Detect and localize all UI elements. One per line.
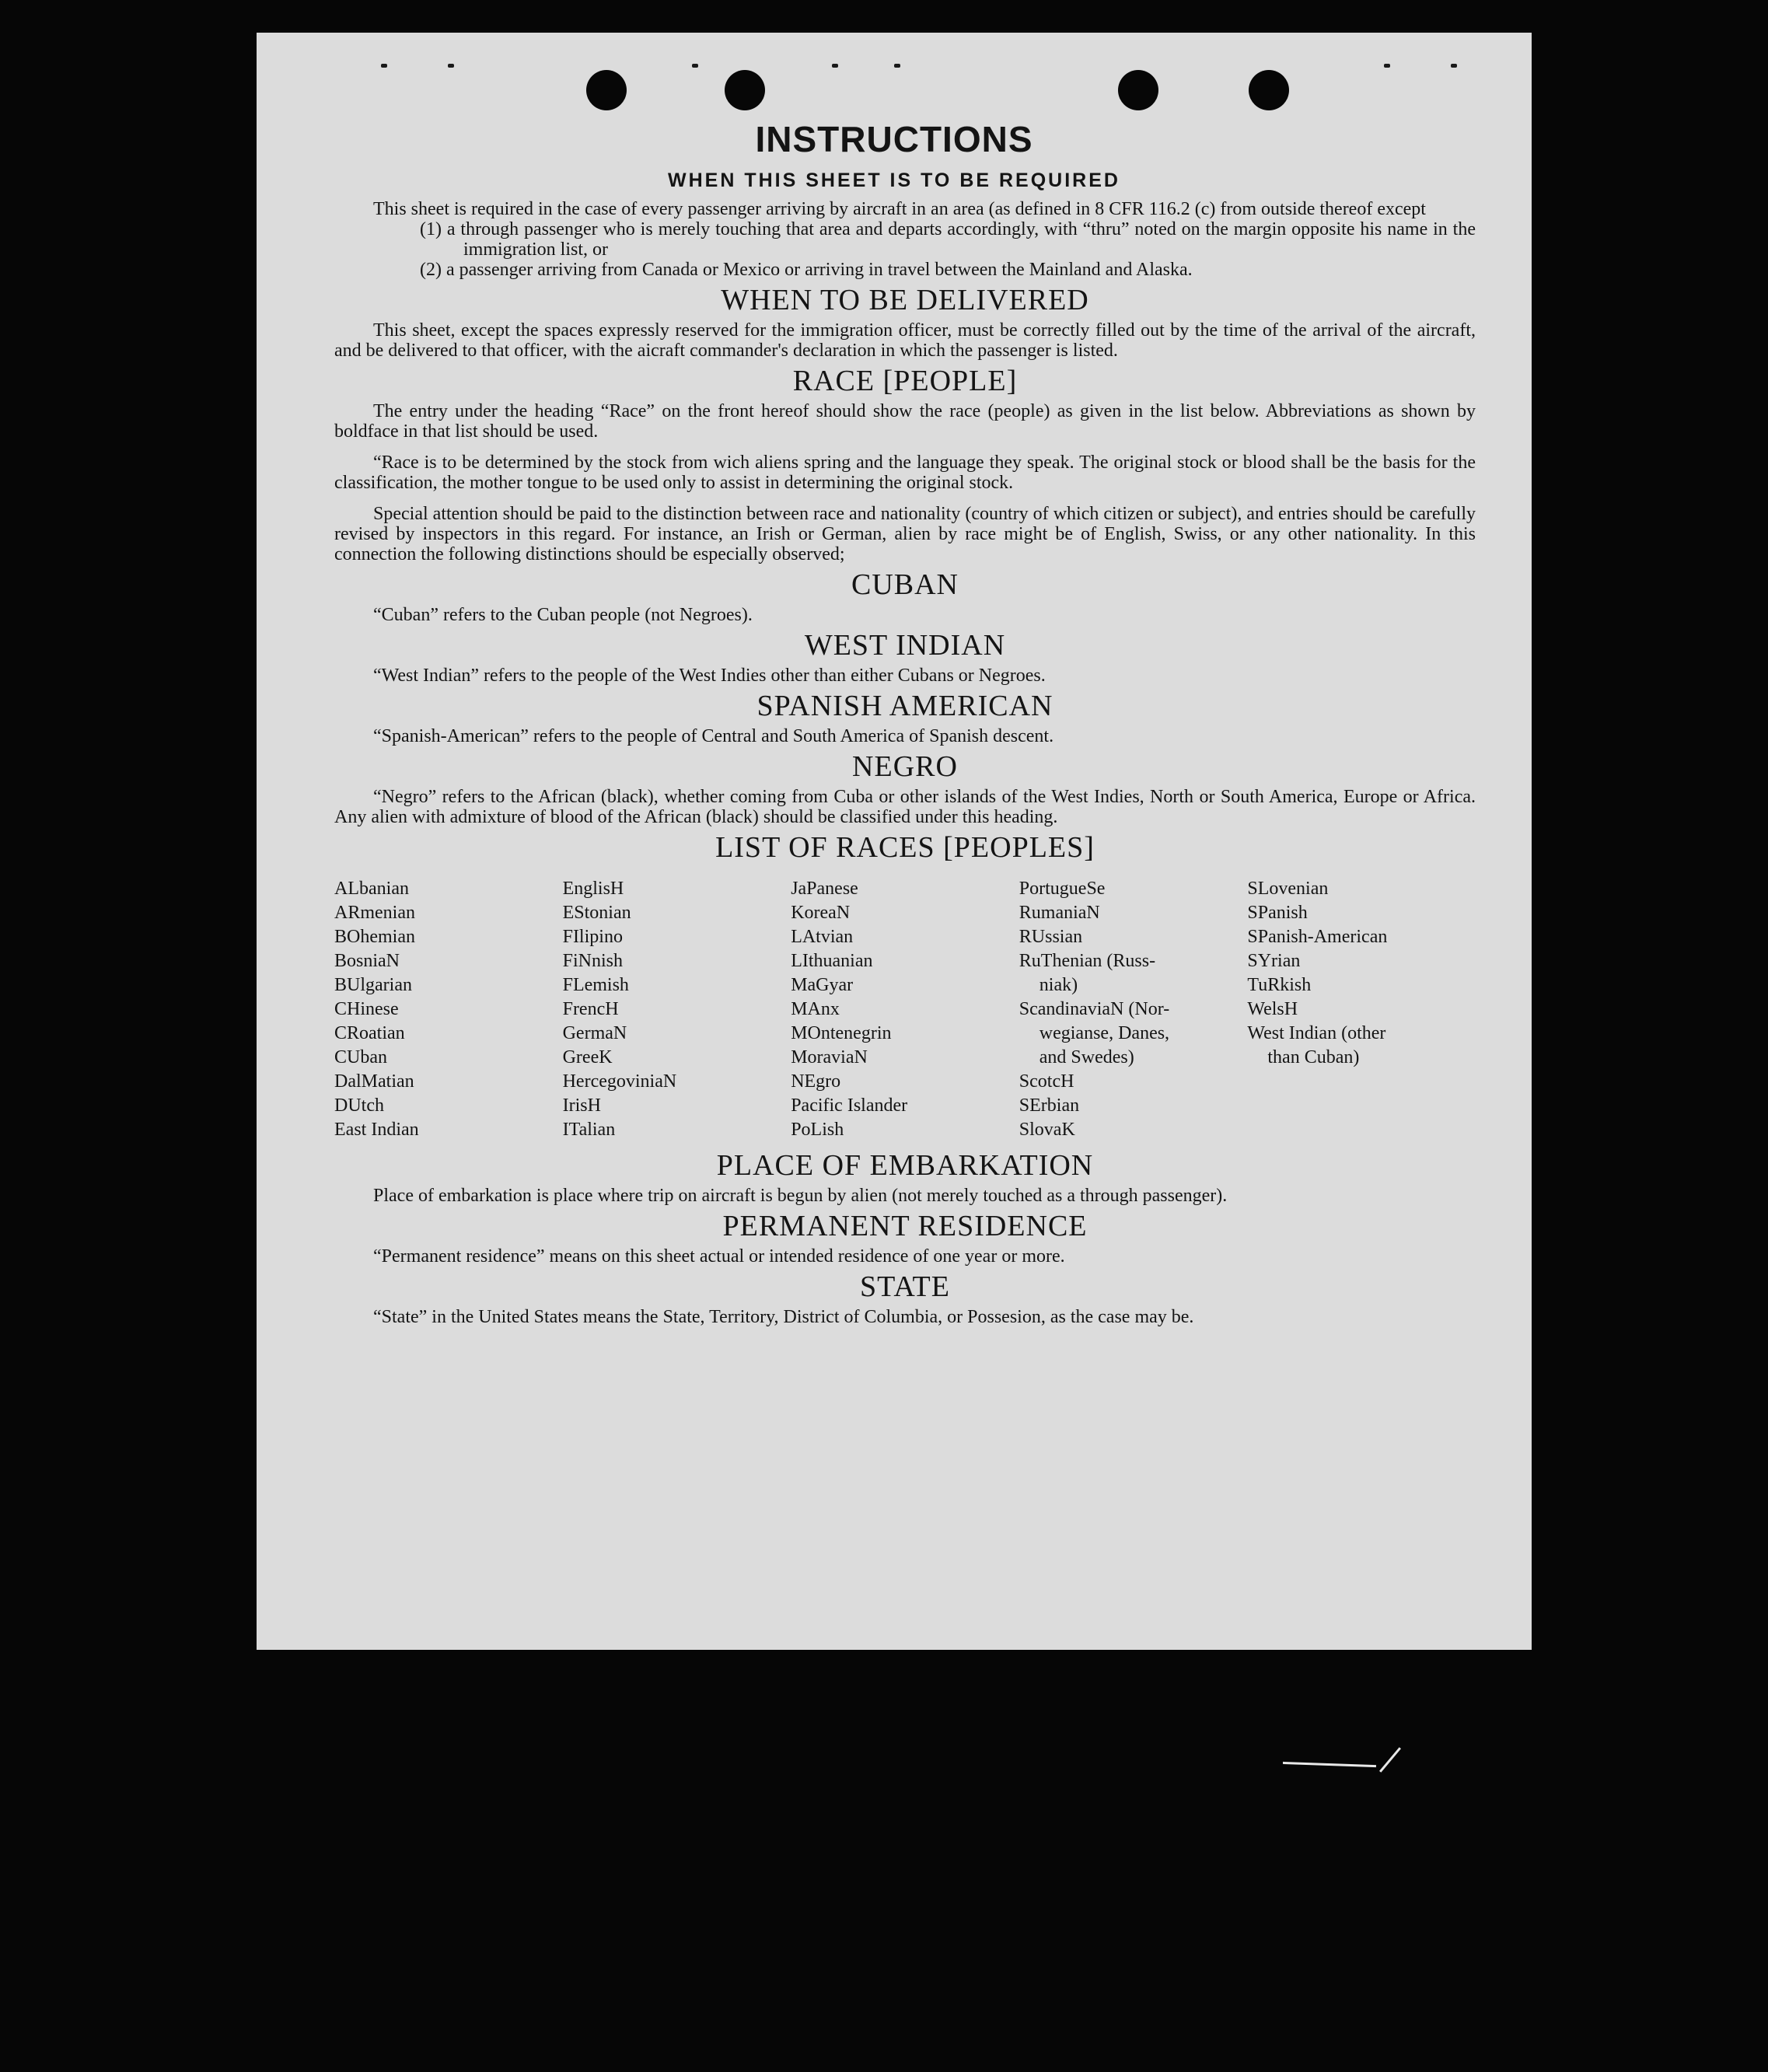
race-entry: SPanish-American <box>1247 927 1388 947</box>
race-entry: Pacific Islander <box>791 1095 908 1116</box>
punch-hole <box>586 70 627 110</box>
race-entry: ScandinaviaN (Nor- <box>1019 999 1170 1019</box>
race-entry: NEgro <box>791 1071 841 1092</box>
speck <box>692 64 698 68</box>
race-entry: ALbanian <box>334 879 409 899</box>
race-entry: SErbian <box>1019 1095 1080 1116</box>
race-entry: FIlipino <box>562 927 623 947</box>
race-entry: SYrian <box>1247 951 1301 971</box>
race-entry: EnglisH <box>562 879 624 899</box>
race-entry: ITalian <box>562 1120 616 1140</box>
race-entry: DalMatian <box>334 1071 414 1092</box>
cuban-paragraph: “Cuban” refers to the Cuban people (not Negroes). <box>373 605 753 625</box>
race-entry: TuRkish <box>1247 975 1312 995</box>
race-entry: MAnx <box>791 999 840 1019</box>
race-entry: SPanish <box>1247 903 1308 923</box>
punch-hole <box>725 70 765 110</box>
race-entry: KoreaN <box>791 903 851 923</box>
race-paragraph: Special attention should be paid to the distinction between race and nationality (country of which citizen or subject), and entries should be carefully revised by inspectors in this regard. For instance, an Irish or German, alien by race might be of English, Swiss, or any other nationality. In this connection the following distinctions should be especially observed; <box>334 504 1476 564</box>
residence-paragraph: “Permanent residence” means on this sheet actual or intended residence of one year or more. <box>373 1246 1065 1267</box>
section-heading-embarkation: PLACE OF EMBARKATION <box>716 1149 1094 1182</box>
race-column <box>563 877 791 1142</box>
race-entry: FiNnish <box>562 951 623 971</box>
race-entry: FrencH <box>562 999 619 1019</box>
exception-item: (1) a through passenger who is merely touching that area and departs accordingly, with “thru” noted on the margin opposite his name in the immigration list, or <box>420 219 1476 260</box>
race-entry: MoraviaN <box>791 1047 868 1067</box>
race-column <box>791 877 1019 1142</box>
race-entry: CRoatian <box>334 1023 405 1043</box>
race-entry: RuThenian (Russ- <box>1019 951 1156 971</box>
race-entry: PortugueSe <box>1019 879 1106 899</box>
race-entry: GermaN <box>562 1023 627 1043</box>
race-entry: East Indian <box>334 1120 419 1140</box>
race-entry: RumaniaN <box>1019 903 1100 923</box>
delivered-paragraph: This sheet, except the spaces expressly reserved for the immigration officer, must be correctly filled out by the time of the arrival of the aircraft, and be delivered to that officer, with the aicraft commander's declaration in which the passenger is listed. <box>334 320 1476 361</box>
section-heading-cuban: CUBAN <box>851 568 959 601</box>
section-heading-negro: NEGRO <box>852 750 958 783</box>
race-column <box>334 877 563 1142</box>
section-heading-race: RACE [PEOPLE] <box>792 365 1018 397</box>
race-entry: BOhemian <box>334 927 415 947</box>
document-title: INSTRUCTIONS <box>755 119 1033 159</box>
race-entry: niak) <box>1039 975 1078 995</box>
race-list <box>334 877 1476 1142</box>
punch-hole <box>1249 70 1289 110</box>
instruction-sheet <box>257 33 1532 1650</box>
race-entry: GreeK <box>562 1047 613 1067</box>
race-entry: than Cuban) <box>1267 1047 1360 1067</box>
race-entry: West Indian (other <box>1247 1023 1386 1043</box>
west-indian-paragraph: “West Indian” refers to the people of the West Indies other than either Cubans or Negroes. <box>373 666 1046 686</box>
race-entry: SLovenian <box>1247 879 1329 899</box>
negro-paragraph: “Negro” refers to the African (black), whether coming from Cuba or other islands of the West Indies, North or South America, Europe or Africa. Any alien with admixture of blood of the African (black) should be classified under this heading. <box>334 787 1476 827</box>
document-subtitle: WHEN THIS SHEET IS TO BE REQUIRED <box>668 169 1120 191</box>
race-entry: IrisH <box>562 1095 601 1116</box>
race-paragraph: The entry under the heading “Race” on the front hereof should show the race (people) as given in the list below. Abbreviations as shown by boldface in that list should be used. <box>334 401 1476 442</box>
section-heading-state: STATE <box>860 1270 950 1303</box>
race-entry: MOntenegrin <box>791 1023 892 1043</box>
race-entry: CHinese <box>334 999 399 1019</box>
race-entry: DUtch <box>334 1095 384 1116</box>
race-entry: EStonian <box>562 903 631 923</box>
race-entry: and Swedes) <box>1039 1047 1134 1067</box>
speck <box>832 64 838 68</box>
exception-item: (2) a passenger arriving from Canada or Mexico or arriving in travel between the Mainland and Alaska. <box>420 260 1193 280</box>
race-entry: CUban <box>334 1047 387 1067</box>
embarkation-paragraph: Place of embarkation is place where trip on aircraft is begun by alien (not merely touched as a through passenger). <box>373 1186 1228 1206</box>
speck <box>381 64 387 68</box>
race-entry: RUssian <box>1019 927 1083 947</box>
race-entry: ScotcH <box>1019 1071 1074 1092</box>
document-body <box>334 199 1476 1327</box>
speck <box>448 64 454 68</box>
race-column <box>1247 877 1476 1142</box>
race-entry: FLemish <box>562 975 629 995</box>
section-heading-residence: PERMANENT RESIDENCE <box>722 1210 1088 1242</box>
section-heading-spanish-american: SPANISH AMERICAN <box>756 690 1053 722</box>
speck <box>1451 64 1457 68</box>
section-heading-delivered: WHEN TO BE DELIVERED <box>721 284 1089 316</box>
race-entry: HercegoviniaN <box>562 1071 677 1092</box>
race-entry: JaPanese <box>791 879 858 899</box>
race-column <box>1019 877 1248 1142</box>
race-entry: LAtvian <box>791 927 854 947</box>
race-paragraph: “Race is to be determined by the stock from wich aliens spring and the language they speak. The original stock or blood shall be the basis for the classification, the mother tongue to be used only to assist in determining the original stock. <box>334 452 1476 493</box>
race-entry: BUlgarian <box>334 975 412 995</box>
speck <box>894 64 900 68</box>
race-entry: BosniaN <box>334 951 400 971</box>
race-entry: PoLish <box>791 1120 844 1140</box>
speck <box>1384 64 1390 68</box>
spanish-american-paragraph: “Spanish-American” refers to the people of Central and South America of Spanish descent. <box>373 726 1054 746</box>
state-paragraph: “State” in the United States means the State, Territory, District of Columbia, or Possesion, as the case may be. <box>373 1307 1194 1327</box>
section-heading-list-of-races: LIST OF RACES [PEOPLES] <box>715 831 1095 864</box>
section-heading-west-indian: WEST INDIAN <box>804 629 1006 662</box>
race-entry: ARmenian <box>334 903 415 923</box>
race-entry: LIthuanian <box>791 951 873 971</box>
race-entry: wegianse, Danes, <box>1039 1023 1170 1043</box>
race-entry: MaGyar <box>791 975 854 995</box>
race-entry: SlovaK <box>1019 1120 1075 1140</box>
punch-hole <box>1118 70 1158 110</box>
race-entry: WelsH <box>1247 999 1298 1019</box>
intro-paragraph: This sheet is required in the case of every passenger arriving by aircraft in an area (as defined in 8 CFR 116.2 (c) from outside thereof except <box>373 199 1426 219</box>
